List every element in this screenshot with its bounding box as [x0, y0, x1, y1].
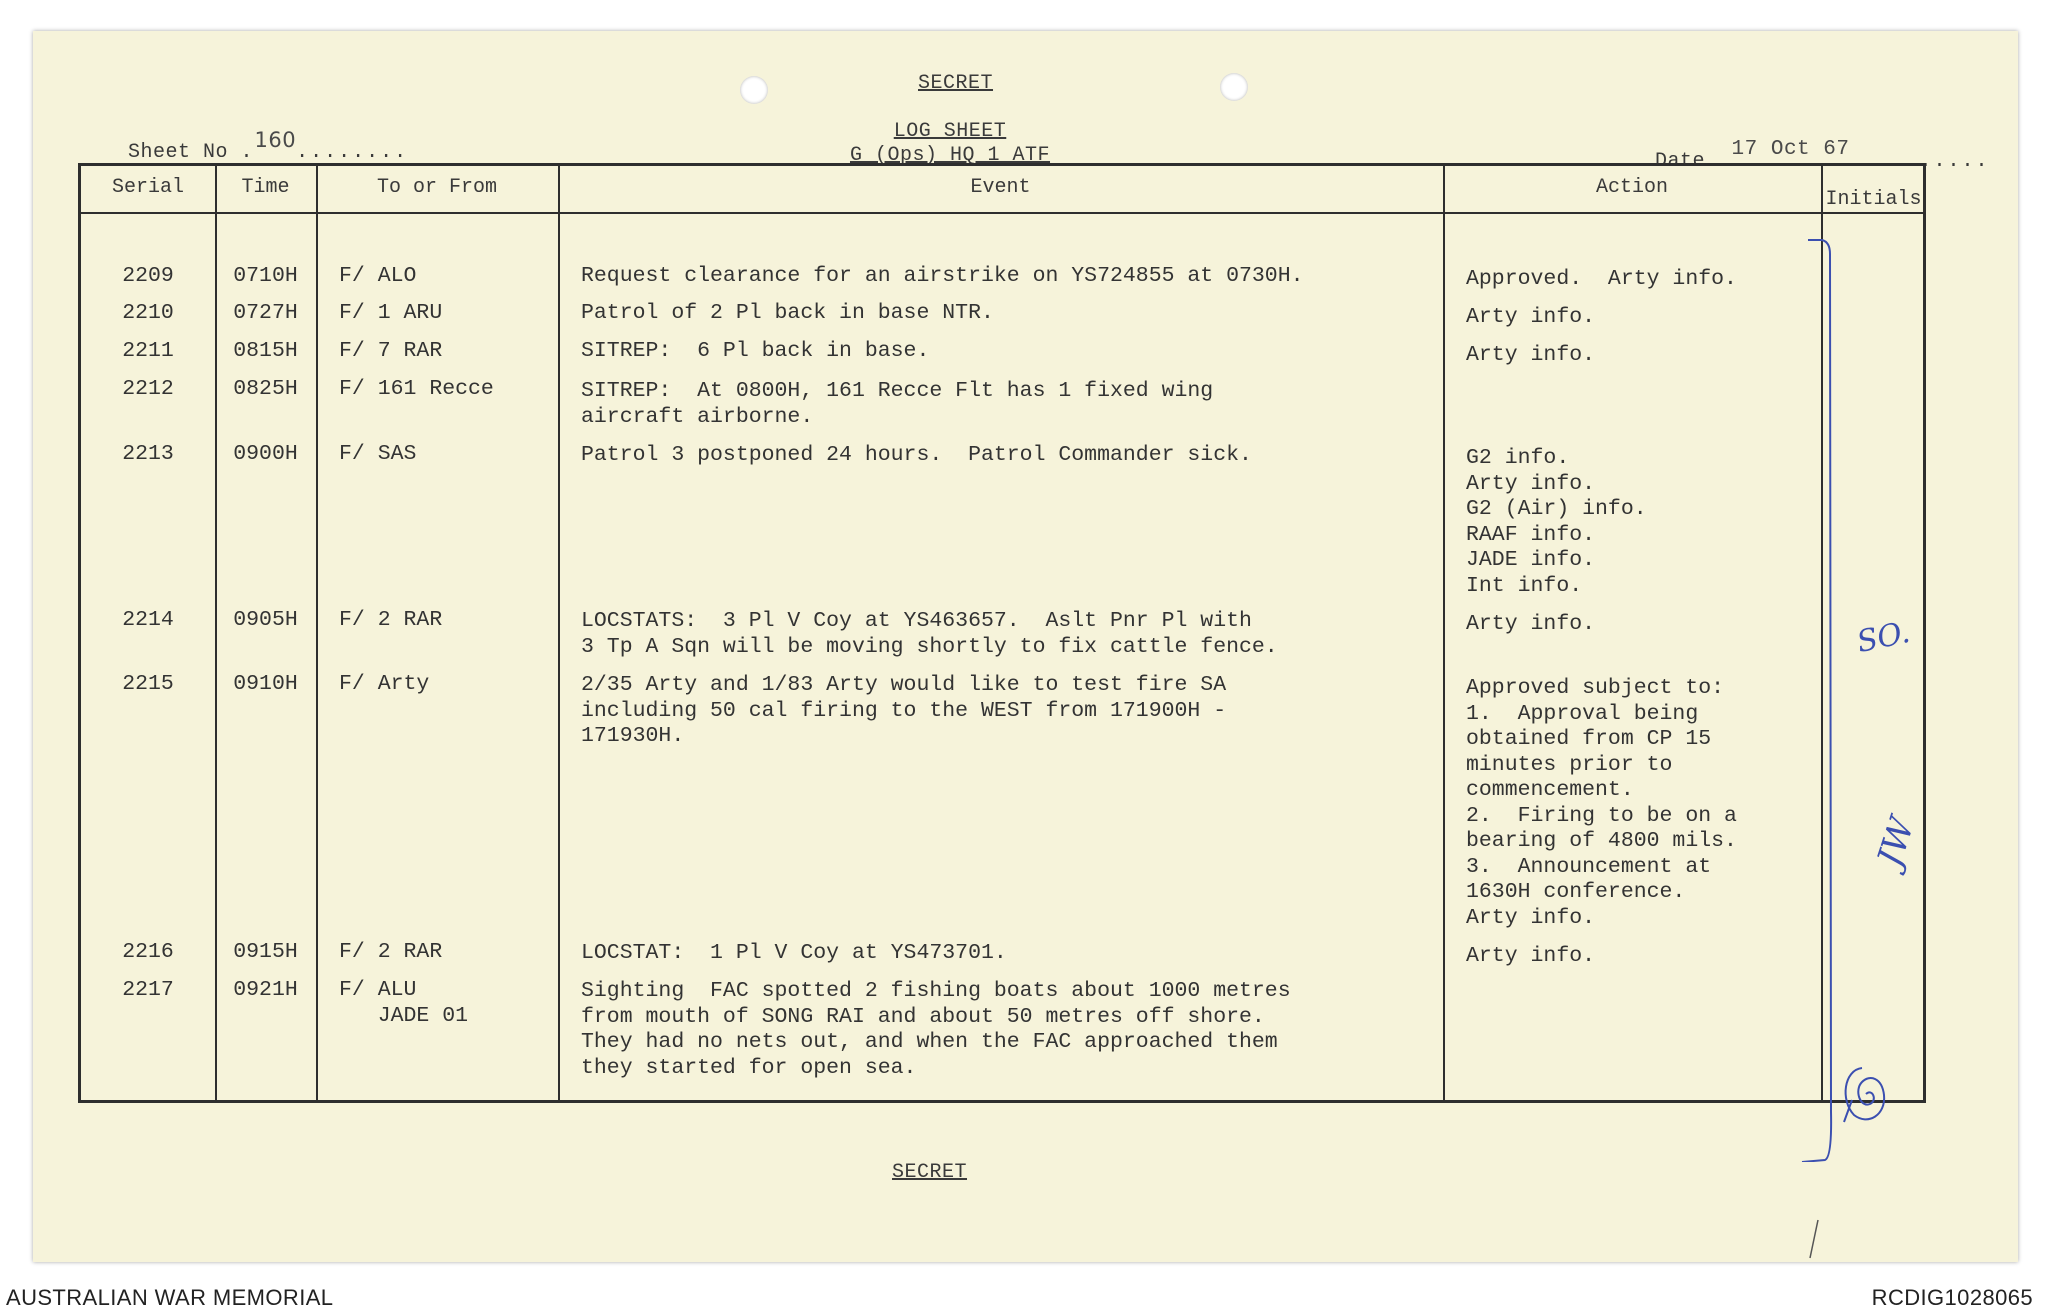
col-header-event: Event — [970, 176, 1031, 199]
archive-credit: AUSTRALIAN WAR MEMORIAL — [6, 1285, 334, 1310]
col-header-action: Action — [1595, 176, 1668, 199]
cell-action: G2 info. Arty info. G2 (Air) info. RAAF info. JADE info. Int info. — [1466, 446, 1647, 598]
classification-top: SECRET — [918, 72, 994, 95]
initials-mark-2214: SO. — [1853, 614, 1913, 661]
cell-time: 0915H — [233, 940, 298, 964]
cell-time: 0825H — [233, 377, 298, 401]
sheet-number-field — [128, 128, 409, 164]
punch-hole-left — [740, 76, 768, 104]
cell-serial: 2216 — [122, 940, 174, 964]
date-dots-trail: .......... — [1849, 150, 1990, 173]
cell-event: Sighting FAC spotted 2 fishing boats about 1000 metres from mouth of SONG RAI and about 50 metres off shore. They had no nets out, and when the FAC approached them they started for open sea. — [581, 979, 1291, 1080]
cell-action: Arty info. — [1466, 944, 1596, 968]
sheet-label: Sheet No — [128, 141, 229, 164]
cell-event: Patrol 3 postponed 24 hours. Patrol Commander sick. — [581, 443, 1252, 467]
col-divider — [1443, 166, 1445, 1100]
archive-id: RCDIG1028065 — [1871, 1285, 2033, 1310]
initials-mark-2215: JW — [1869, 812, 1923, 872]
cell-action: Arty info. — [1466, 612, 1596, 636]
cell-time: 0710H — [233, 264, 298, 288]
col-header-serial: Serial — [111, 176, 184, 199]
cell-time: 0900H — [233, 442, 298, 466]
cell-serial: 2213 — [122, 442, 174, 466]
cell-to-from: F/ 1 ARU — [339, 301, 443, 325]
cell-time: 0921H — [233, 978, 298, 1002]
date-dots-lead: . — [1717, 150, 1732, 173]
initials-signature-scribble-icon — [1832, 1060, 1894, 1130]
cell-action: Arty info. — [1466, 343, 1596, 367]
paper-crease-mark — [1806, 1218, 1822, 1262]
cell-serial: 2209 — [122, 264, 174, 288]
cell-event: LOCSTATS: 3 Pl V Coy at YS463657. Aslt Pnr Pl with 3 Tp A Sqn will be moving shortly to fix cattle fence. — [581, 609, 1278, 659]
sheet-number: 160 — [254, 128, 297, 152]
cell-serial: 2215 — [122, 672, 174, 696]
cell-action: Approved subject to: 1. Approval being obtained from CP 15 minutes prior to commencement. 2. Firing to be on a bearing of 4800 mils. 3. Announcement at 1630H conference. Arty info. — [1466, 676, 1737, 930]
col-divider — [316, 166, 318, 1100]
col-header-to-from: To or From — [376, 176, 498, 199]
cell-to-from: F/ Arty — [339, 672, 430, 696]
cell-time: 0910H — [233, 672, 298, 696]
log-title — [830, 120, 1070, 167]
cell-event: Patrol of 2 Pl back in base NTR. — [581, 301, 994, 325]
cell-time: 0727H — [233, 301, 298, 325]
header-divider — [81, 212, 1923, 214]
cell-serial: 2217 — [122, 978, 174, 1002]
date-label: Date — [1655, 150, 1706, 173]
initials-bracket-pen-mark — [1800, 232, 1860, 1162]
cell-time: 0815H — [233, 339, 298, 363]
cell-to-from: F/ 2 RAR — [339, 940, 443, 964]
cell-to-from: F/ SAS — [339, 442, 417, 466]
cell-to-from: F/ 2 RAR — [339, 608, 443, 632]
log-table — [78, 163, 1926, 1103]
log-title-line2: G (Ops) HQ 1 ATF — [849, 144, 1051, 167]
cell-action: Arty info. — [1466, 305, 1596, 329]
cell-to-from: F/ 161 Recce — [339, 377, 494, 401]
classification-bottom: SECRET — [892, 1161, 968, 1184]
cell-to-from: F/ ALU JADE 01 — [339, 978, 469, 1028]
sheet-number-dots: . — [240, 141, 255, 164]
cell-event: SITREP: At 0800H, 161 Recce Flt has 1 fixed wing aircraft airborne. — [581, 379, 1214, 429]
cell-serial: 2214 — [122, 608, 174, 632]
cell-time: 0905H — [233, 608, 298, 632]
cell-action: Approved. Arty info. — [1466, 267, 1737, 291]
cell-event: SITREP: 6 Pl back in base. — [581, 339, 930, 363]
cell-serial: 2211 — [122, 339, 174, 363]
punch-hole-right — [1220, 73, 1248, 101]
cell-event: 2/35 Arty and 1/83 Arty would like to test fire SA including 50 cal firing to the WEST from 171900H - 171930H. — [581, 673, 1227, 748]
cell-serial: 2212 — [122, 377, 174, 401]
cell-event: Request clearance for an airstrike on YS724855 at 0730H. — [581, 264, 1304, 288]
cell-to-from: F/ 7 RAR — [339, 339, 443, 363]
col-header-initials: Initials — [1825, 188, 1922, 211]
log-title-line1: LOG SHEET — [893, 120, 1007, 143]
cell-event: LOCSTAT: 1 Pl V Coy at YS473701. — [581, 941, 1007, 965]
col-header-time: Time — [241, 176, 290, 199]
sheet-number-dots-trail: ........ — [296, 141, 409, 164]
date-value: 17 Oct 67 — [1731, 138, 1850, 161]
col-divider — [558, 166, 560, 1100]
cell-to-from: F/ ALO — [339, 264, 417, 288]
cell-serial: 2210 — [122, 301, 174, 325]
